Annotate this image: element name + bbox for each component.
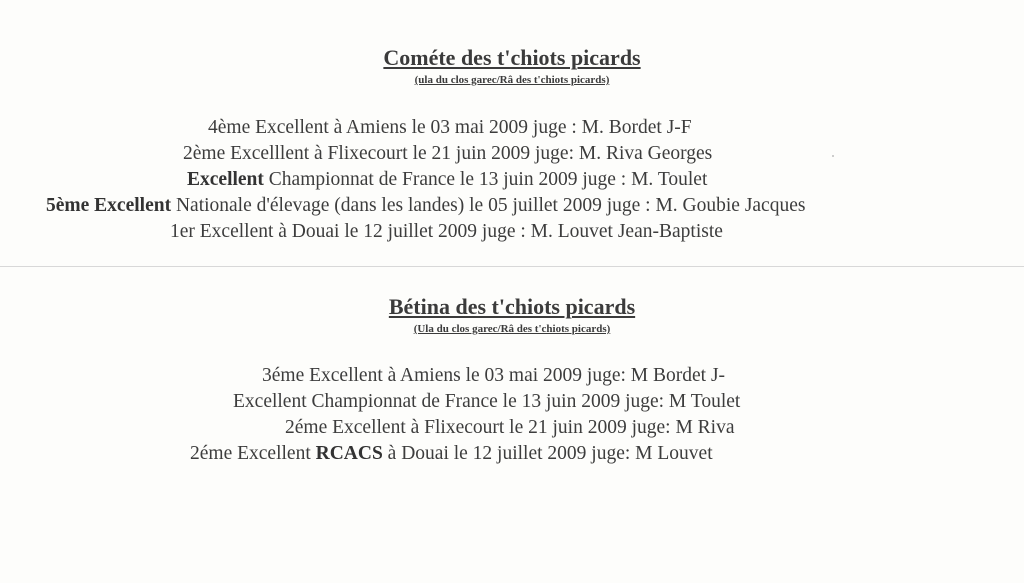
section1-title: Cométe des t'chiots picards — [383, 45, 641, 70]
section2-title: Bétina des t'chiots picards — [388, 294, 636, 319]
section2-result-3 — [285, 417, 734, 439]
result-bold: 5ème Excellent — [46, 195, 172, 216]
result-text: 2ème Excelllent à Flixecourt le 21 juin 2009 juge: M. Riva Georges — [183, 143, 713, 164]
section1-result-2 — [183, 143, 712, 165]
section1-subtitle: (ula du clos garec/Râ des t'chiots picards) — [414, 74, 610, 86]
section2-subtitle: (Ula du clos garec/Râ des t'chiots picards) — [413, 323, 611, 335]
result-bold: Excellent — [187, 169, 264, 190]
result-text: Championnat de France le 13 juin 2009 juge : M. Toulet — [263, 169, 708, 190]
section1-result-3 — [187, 169, 707, 191]
section1-result-4 — [46, 195, 805, 217]
section2-result-2 — [233, 391, 740, 413]
result-bold: RCACS — [315, 443, 383, 464]
result-text: 3éme Excellent à Amiens le 03 mai 2009 juge: M Bordet J- — [262, 365, 726, 386]
section-divider — [0, 266, 1024, 267]
section2-result-4 — [190, 443, 713, 465]
result-text: 2éme Excellent — [190, 443, 316, 464]
result-text: 2éme Excellent à Flixecourt le 21 juin 2009 juge: M Riva — [285, 417, 735, 438]
section1-result-5 — [170, 221, 723, 243]
section1-result-1 — [208, 117, 692, 139]
result-text: 4ème Excellent à Amiens le 03 mai 2009 juge : M. Bordet J-F — [208, 117, 692, 138]
result-text: 1er Excellent à Douai le 12 juillet 2009 juge : M. Louvet Jean-Baptiste — [170, 221, 723, 242]
scan-speck — [832, 155, 834, 157]
section2-result-1 — [262, 365, 725, 387]
result-text-after: à Douai le 12 juillet 2009 juge: M Louvet — [382, 443, 713, 464]
result-text: Nationale d'élevage (dans les landes) le 05 juillet 2009 juge : M. Goubie Jacques — [171, 195, 806, 216]
result-text: Excellent Championnat de France le 13 juin 2009 juge: M Toulet — [233, 391, 741, 412]
